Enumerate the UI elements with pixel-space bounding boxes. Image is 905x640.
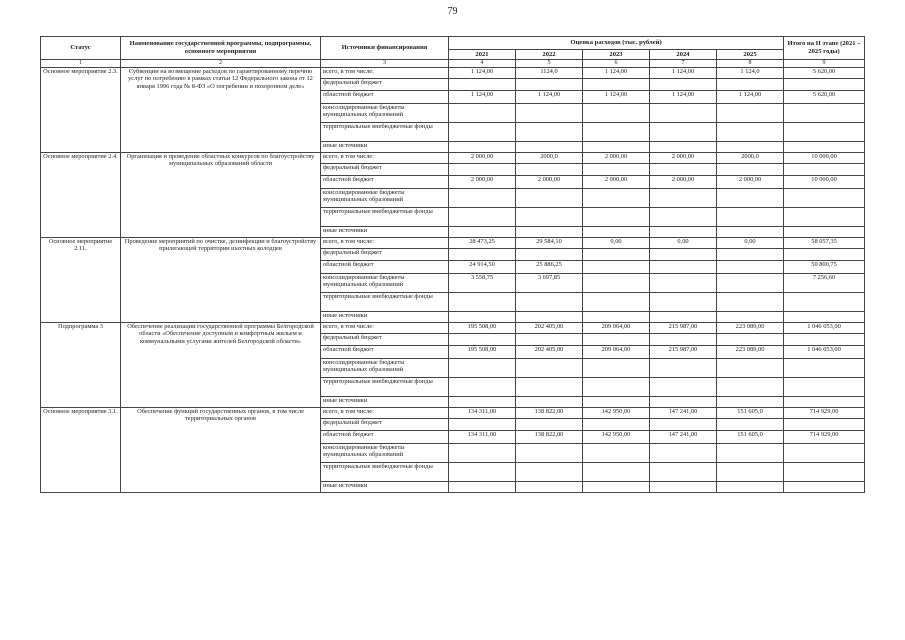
year-value-cell [449, 189, 516, 208]
year-value-cell [449, 378, 516, 397]
row-name: Обеспечение реализации государственной программы Белгородской области «Обеспечение доступным и комфортным жильем и коммунальными услугами жителей Белгородской области» [121, 323, 321, 408]
year-value-cell [516, 312, 583, 323]
year-value-cell [449, 142, 516, 153]
funding-source: всего, в том числе: [321, 238, 449, 249]
total-value-cell [784, 227, 865, 238]
year-value-cell: 1 124,00 [583, 91, 650, 104]
year-value-cell [650, 293, 717, 312]
year-value-cell: 2000,0 [717, 153, 784, 164]
year-value-cell: 0,00 [650, 238, 717, 249]
total-value-cell [784, 378, 865, 397]
year-value-cell [717, 79, 784, 91]
year-value-cell [650, 208, 717, 227]
year-value-cell [717, 312, 784, 323]
header-year: 2024 [650, 50, 717, 60]
year-value-cell [516, 397, 583, 408]
page-number: 79 [447, 6, 458, 17]
year-value-cell [516, 444, 583, 463]
year-value-cell [583, 249, 650, 261]
funding-source: областной бюджет [321, 91, 449, 104]
funding-source: федеральный бюджет [321, 79, 449, 91]
column-number: 2 [121, 60, 321, 68]
total-value-cell [784, 189, 865, 208]
table-row [41, 323, 865, 334]
header-year: 2021 [449, 50, 516, 60]
year-value-cell [583, 397, 650, 408]
total-value-cell [784, 164, 865, 176]
year-value-cell: 1 124,0 [717, 68, 784, 79]
year-value-cell [717, 104, 784, 123]
year-value-cell: 1 124,00 [650, 68, 717, 79]
year-value-cell [583, 189, 650, 208]
year-value-cell [650, 397, 717, 408]
column-number: 8 [717, 60, 784, 68]
year-value-cell: 151 605,0 [717, 431, 784, 444]
year-value-cell [650, 104, 717, 123]
column-number: 3 [321, 60, 449, 68]
year-value-cell: 142 950,00 [583, 431, 650, 444]
year-value-cell [650, 482, 717, 493]
column-number: 4 [449, 60, 516, 68]
funding-source: областной бюджет [321, 346, 449, 359]
year-value-cell [449, 359, 516, 378]
year-value-cell [583, 142, 650, 153]
year-value-cell [583, 463, 650, 482]
year-value-cell [516, 104, 583, 123]
row-name: Проведение мероприятий по очистке, дезинфекции и благоустройству прилегающей территории шахтных колодцев [121, 238, 321, 323]
year-value-cell: 142 950,00 [583, 408, 650, 419]
year-value-cell [650, 378, 717, 397]
header-status: Статус [41, 37, 121, 60]
total-value-cell [784, 419, 865, 431]
year-value-cell: 1 124,00 [516, 91, 583, 104]
total-value-cell: 58 057,35 [784, 238, 865, 249]
year-value-cell [650, 142, 717, 153]
year-value-cell: 1 124,00 [717, 91, 784, 104]
year-value-cell: 2 000,00 [583, 176, 650, 189]
year-value-cell [449, 104, 516, 123]
year-value-cell: 2 000,00 [583, 153, 650, 164]
funding-source: консолидированные бюджеты муниципальных образований [321, 444, 449, 463]
year-value-cell [583, 359, 650, 378]
year-value-cell: 0,00 [717, 238, 784, 249]
year-value-cell [717, 142, 784, 153]
year-value-cell: 1 124,00 [449, 91, 516, 104]
total-value-cell: 7 256,60 [784, 274, 865, 293]
total-value-cell: 50 800,75 [784, 261, 865, 274]
year-value-cell [516, 378, 583, 397]
year-value-cell [449, 123, 516, 142]
year-value-cell [449, 293, 516, 312]
year-value-cell [650, 249, 717, 261]
year-value-cell: 215 987,00 [650, 323, 717, 334]
total-value-cell [784, 397, 865, 408]
column-number: 7 [650, 60, 717, 68]
year-value-cell: 3 558,75 [449, 274, 516, 293]
row-name: Организация и проведение областных конкурсов по благоустройству муниципальных образований области [121, 153, 321, 238]
year-value-cell [516, 189, 583, 208]
year-value-cell [650, 79, 717, 91]
year-value-cell: 202 405,00 [516, 346, 583, 359]
year-value-cell [717, 378, 784, 397]
total-value-cell [784, 334, 865, 346]
year-value-cell [717, 227, 784, 238]
year-value-cell: 2 000,00 [516, 176, 583, 189]
year-value-cell: 209 064,00 [583, 323, 650, 334]
table-header [41, 37, 865, 68]
year-value-cell: 1 124,00 [650, 91, 717, 104]
year-value-cell [650, 312, 717, 323]
year-value-cell: 2 000,00 [650, 153, 717, 164]
year-value-cell [583, 227, 650, 238]
total-value-cell [784, 463, 865, 482]
year-value-cell [583, 123, 650, 142]
year-value-cell [717, 334, 784, 346]
year-value-cell: 2 000,00 [650, 176, 717, 189]
year-value-cell [516, 227, 583, 238]
year-value-cell [717, 208, 784, 227]
year-value-cell [449, 312, 516, 323]
year-value-cell [516, 123, 583, 142]
year-value-cell: 138 822,00 [516, 431, 583, 444]
funding-source: иные источники [321, 227, 449, 238]
funding-source: консолидированные бюджеты муниципальных образований [321, 189, 449, 208]
column-number: 9 [784, 60, 865, 68]
table-row [41, 153, 865, 164]
year-value-cell: 1 124,00 [583, 68, 650, 79]
year-value-cell [583, 444, 650, 463]
year-value-cell [583, 274, 650, 293]
year-value-cell [449, 482, 516, 493]
total-value-cell: 714 929,00 [784, 431, 865, 444]
year-value-cell [516, 359, 583, 378]
year-value-cell: 202 405,00 [516, 323, 583, 334]
year-value-cell [449, 208, 516, 227]
year-value-cell [516, 293, 583, 312]
column-number: 6 [583, 60, 650, 68]
funding-source: федеральный бюджет [321, 419, 449, 431]
year-value-cell [717, 261, 784, 274]
year-value-cell [650, 359, 717, 378]
year-value-cell [650, 227, 717, 238]
year-value-cell [717, 164, 784, 176]
year-value-cell: 195 508,00 [449, 346, 516, 359]
row-status: Основное мероприятие 2.3. [41, 68, 121, 153]
total-value-cell: 10 000,00 [784, 176, 865, 189]
year-value-cell: 25 886,25 [516, 261, 583, 274]
header-year: 2023 [583, 50, 650, 60]
year-value-cell [583, 312, 650, 323]
year-value-cell [650, 261, 717, 274]
year-value-cell: 29 584,10 [516, 238, 583, 249]
table-body [41, 68, 865, 493]
year-value-cell [583, 482, 650, 493]
year-value-cell [449, 444, 516, 463]
year-value-cell [650, 444, 717, 463]
total-value-cell: 5 620,00 [784, 91, 865, 104]
year-value-cell: 147 241,00 [650, 408, 717, 419]
funding-source: всего, в том числе: [321, 323, 449, 334]
year-value-cell: 2 000,00 [449, 176, 516, 189]
year-value-cell: 195 508,00 [449, 323, 516, 334]
funding-source: областной бюджет [321, 431, 449, 444]
year-value-cell [717, 397, 784, 408]
header-name: Наименование государственной программы, подпрограммы, основного мероприятия [121, 37, 321, 60]
year-value-cell [516, 142, 583, 153]
total-value-cell [784, 142, 865, 153]
year-value-cell: 147 241,00 [650, 431, 717, 444]
table-row [41, 408, 865, 419]
funding-source: консолидированные бюджеты муниципальных образований [321, 274, 449, 293]
total-value-cell [784, 123, 865, 142]
year-value-cell [583, 293, 650, 312]
header-estimate: Оценка расходов (тыс. рублей) [449, 37, 784, 50]
year-value-cell [650, 334, 717, 346]
total-value-cell [784, 359, 865, 378]
year-value-cell [449, 249, 516, 261]
funding-source: иные источники [321, 397, 449, 408]
year-value-cell [583, 164, 650, 176]
year-value-cell [583, 104, 650, 123]
year-value-cell: 1124,0 [516, 68, 583, 79]
funding-source: территориальные внебюджетные фонды [321, 378, 449, 397]
year-value-cell [449, 79, 516, 91]
header-source: Источники финансирования [321, 37, 449, 60]
year-value-cell [516, 463, 583, 482]
year-value-cell [516, 164, 583, 176]
year-value-cell [717, 274, 784, 293]
row-name: Субвенции на возмещение расходов по гарантированному перечню услуг по погребению в рамках статьи 12 Федерального закона от 12 января 1996 года № 8-ФЗ «О погребении и похоронном деле» [121, 68, 321, 153]
year-value-cell [516, 482, 583, 493]
row-status: Основное мероприятие 2.11. [41, 238, 121, 323]
year-value-cell [449, 463, 516, 482]
funding-source: федеральный бюджет [321, 164, 449, 176]
total-value-cell [784, 104, 865, 123]
year-value-cell [516, 334, 583, 346]
total-value-cell: 10 000,00 [784, 153, 865, 164]
total-value-cell [784, 208, 865, 227]
total-value-cell [784, 293, 865, 312]
year-value-cell [583, 334, 650, 346]
year-value-cell [516, 249, 583, 261]
funding-source: областной бюджет [321, 176, 449, 189]
year-value-cell [516, 208, 583, 227]
total-value-cell [784, 312, 865, 323]
year-value-cell: 28 473,25 [449, 238, 516, 249]
total-value-cell [784, 482, 865, 493]
funding-source: консолидированные бюджеты муниципальных образований [321, 359, 449, 378]
funding-source: федеральный бюджет [321, 334, 449, 346]
year-value-cell: 134 311,00 [449, 431, 516, 444]
funding-source: всего, в том числе: [321, 153, 449, 164]
year-value-cell: 1 124,00 [449, 68, 516, 79]
funding-source: территориальные внебюджетные фонды [321, 463, 449, 482]
year-value-cell: 215 987,00 [650, 346, 717, 359]
year-value-cell [717, 482, 784, 493]
funding-source: иные источники [321, 312, 449, 323]
year-value-cell [516, 79, 583, 91]
year-value-cell [717, 463, 784, 482]
year-value-cell: 24 914,50 [449, 261, 516, 274]
row-status: Основное мероприятие 2.4. [41, 153, 121, 238]
table-row [41, 68, 865, 79]
total-value-cell [784, 444, 865, 463]
funding-source: территориальные внебюджетные фонды [321, 293, 449, 312]
header-total: Итого на II этапе (2021 – 2025 годы) [784, 37, 865, 60]
year-value-cell [449, 419, 516, 431]
year-value-cell [583, 79, 650, 91]
year-value-cell [717, 444, 784, 463]
year-value-cell [717, 293, 784, 312]
funding-source: территориальные внебюджетные фонды [321, 208, 449, 227]
year-value-cell: 134 311,00 [449, 408, 516, 419]
total-value-cell: 1 046 053,00 [784, 346, 865, 359]
total-value-cell: 714 929,00 [784, 408, 865, 419]
row-status: Подпрограмма 3 [41, 323, 121, 408]
year-value-cell: 209 064,00 [583, 346, 650, 359]
funding-source: всего, в том числе: [321, 68, 449, 79]
year-value-cell [583, 208, 650, 227]
column-number: 1 [41, 60, 121, 68]
year-value-cell [650, 123, 717, 142]
row-status: Основное мероприятие 3.1. [41, 408, 121, 493]
year-value-cell [717, 359, 784, 378]
year-value-cell [583, 261, 650, 274]
column-number: 5 [516, 60, 583, 68]
funding-source: федеральный бюджет [321, 249, 449, 261]
header-year: 2025 [717, 50, 784, 60]
row-name: Обеспечение функций государственных органов, в том числе территориальных органов [121, 408, 321, 493]
year-value-cell [717, 123, 784, 142]
funding-source: иные источники [321, 482, 449, 493]
year-value-cell: 223 089,00 [717, 346, 784, 359]
funding-source: областной бюджет [321, 261, 449, 274]
total-value-cell [784, 79, 865, 91]
year-value-cell [650, 419, 717, 431]
year-value-cell [717, 419, 784, 431]
year-value-cell: 151 605,0 [717, 408, 784, 419]
funding-source: иные источники [321, 142, 449, 153]
year-value-cell: 2 000,00 [717, 176, 784, 189]
budget-table [40, 36, 865, 493]
year-value-cell [449, 397, 516, 408]
year-value-cell [449, 227, 516, 238]
year-value-cell [717, 249, 784, 261]
year-value-cell [516, 419, 583, 431]
funding-source: консолидированные бюджеты муниципальных образований [321, 104, 449, 123]
total-value-cell [784, 249, 865, 261]
year-value-cell: 2000,0 [516, 153, 583, 164]
year-value-cell [449, 164, 516, 176]
header-year: 2022 [516, 50, 583, 60]
year-value-cell: 138 822,00 [516, 408, 583, 419]
total-value-cell: 1 046 053,00 [784, 323, 865, 334]
year-value-cell [650, 164, 717, 176]
year-value-cell: 3 697,85 [516, 274, 583, 293]
year-value-cell [650, 274, 717, 293]
year-value-cell [717, 189, 784, 208]
funding-source: территориальные внебюджетные фонды [321, 123, 449, 142]
funding-source: всего, в том числе: [321, 408, 449, 419]
year-value-cell [583, 378, 650, 397]
year-value-cell: 2 000,00 [449, 153, 516, 164]
year-value-cell [650, 463, 717, 482]
year-value-cell [650, 189, 717, 208]
year-value-cell [449, 334, 516, 346]
year-value-cell [583, 419, 650, 431]
year-value-cell: 0,00 [583, 238, 650, 249]
table-row [41, 238, 865, 249]
year-value-cell: 223 089,00 [717, 323, 784, 334]
total-value-cell: 5 620,00 [784, 68, 865, 79]
